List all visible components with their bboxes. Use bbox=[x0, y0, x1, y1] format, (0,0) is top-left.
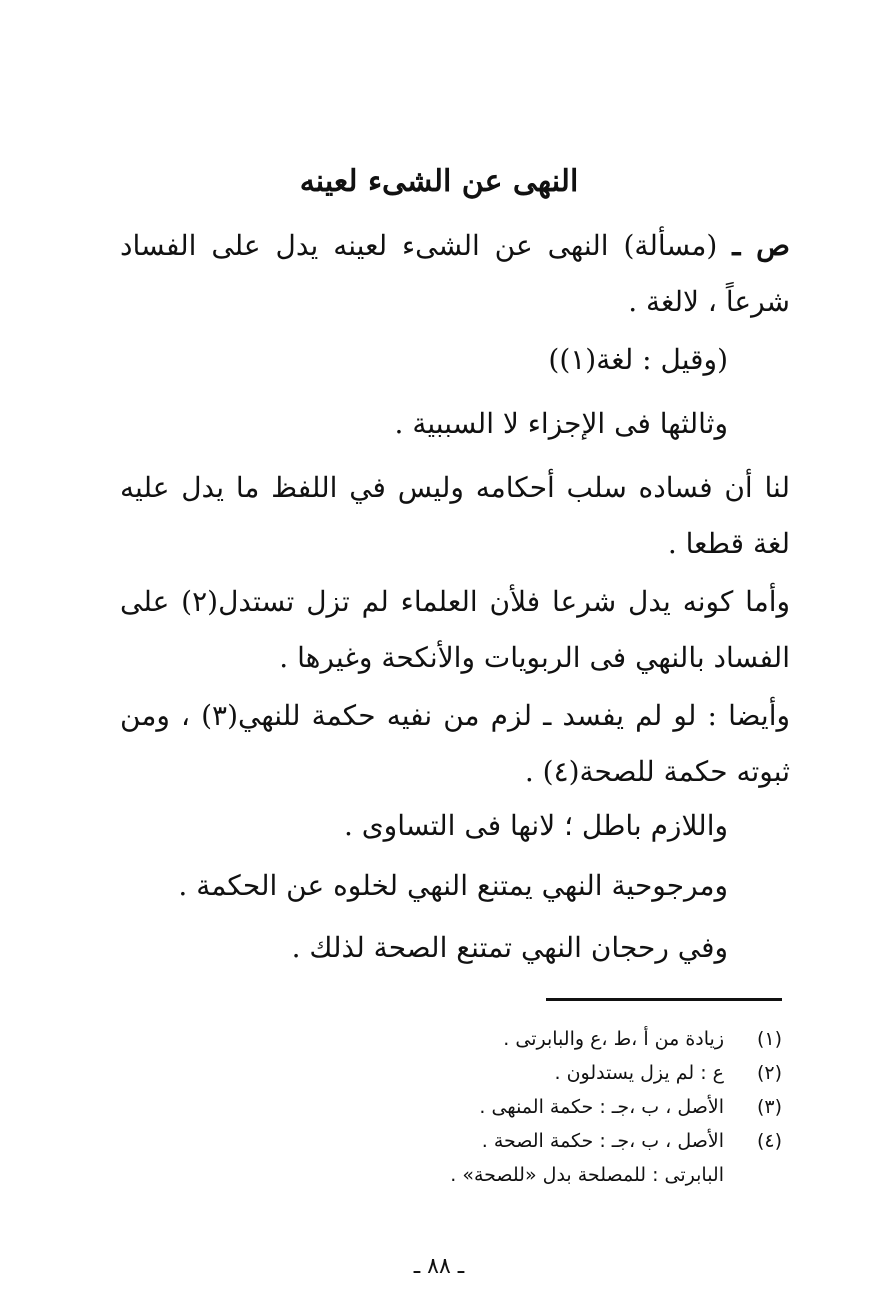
footnote-number: (٢) bbox=[756, 1062, 782, 1084]
footnote-item bbox=[182, 1124, 782, 1158]
paragraph-argument-sharia: وأما كونه يدل شرعا فلأن العلماء لم تزل تستدل(٢) على الفساد بالنهي فى الربويات والأنكحة وغيرها . bbox=[120, 585, 791, 674]
paragraph-conclusion: وفي رحجان النهي تمتنع الصحة لذلك . bbox=[291, 931, 728, 964]
paragraph-lead-marker: ص ـ bbox=[732, 229, 790, 262]
footnote-continuation bbox=[182, 1158, 782, 1192]
footnote-item bbox=[182, 1090, 782, 1124]
paragraph-main-issue bbox=[120, 218, 790, 330]
footnote-divider bbox=[546, 998, 782, 1001]
page-number: ـ ٨٨ ـ bbox=[413, 1254, 465, 1279]
footnote-number: (١) bbox=[756, 1028, 782, 1050]
paragraph-second-opinion: (وقيل : لغة(١)) bbox=[548, 343, 728, 376]
footnote-item bbox=[182, 1056, 782, 1090]
footnote-text: الأصل ، ب ،جـ : حكمة الصحة . bbox=[481, 1130, 724, 1152]
paragraph-text: (مسألة) النهى عن الشىء لعينه يدل على الفساد شرعاً ، لالغة . bbox=[120, 229, 790, 318]
paragraph-preponderance: ومرجوحية النهي يمتنع النهي لخلوه عن الحكمة . bbox=[178, 869, 728, 902]
footnote-text: زيادة من أ ،ط ،ع والبابرتى . bbox=[503, 1028, 724, 1050]
footnote-text: البابرتى : للمصلحة بدل «للصحة» . bbox=[450, 1164, 724, 1186]
footnote-text: الأصل ، ب ،جـ : حكمة المنهى . bbox=[479, 1096, 724, 1118]
footnote-item bbox=[182, 1022, 782, 1056]
paragraph-argument-language: لنا أن فساده سلب أحكامه وليس في اللفظ ما يدل عليه لغة قطعا . bbox=[120, 471, 790, 560]
footnote-text: ع : لم يزل يستدلون . bbox=[554, 1062, 724, 1084]
paragraph-argument-wisdom: وأيضا : لو لم يفسد ـ لزم من نفيه حكمة للنهي(٣) ، ومن ثبوته حكمة للصحة(٤) . bbox=[120, 699, 790, 788]
paragraph-third-opinion: وثالثها فى الإجزاء لا السببية . bbox=[394, 407, 728, 440]
section-title: النهى عن الشىء لعينه bbox=[299, 164, 579, 199]
footnote-number: (٤) bbox=[756, 1130, 782, 1152]
footnotes bbox=[182, 1022, 782, 1192]
footnote-number: (٣) bbox=[756, 1096, 782, 1118]
paragraph-consequence: واللازم باطل ؛ لانها فى التساوى . bbox=[343, 809, 728, 842]
